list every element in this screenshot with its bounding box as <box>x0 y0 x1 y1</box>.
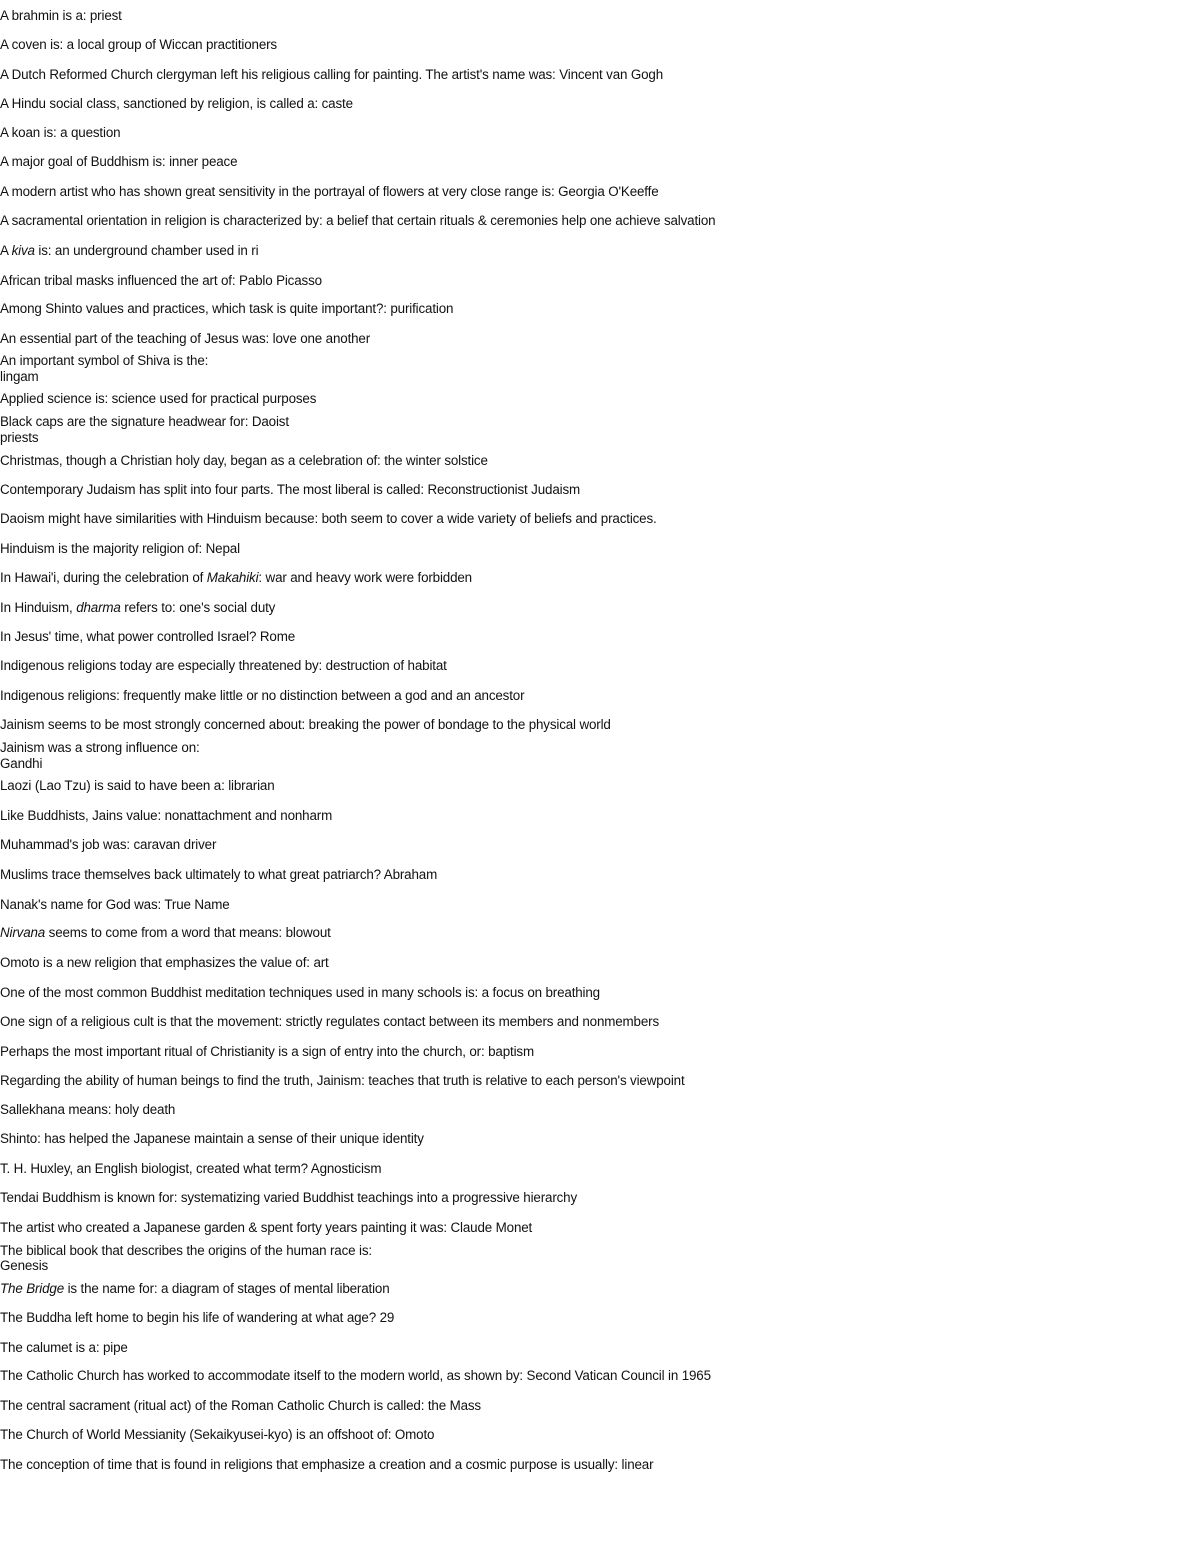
text-line <box>0 808 332 824</box>
text-run: Regarding the ability of human beings to find the truth, Jainism: teaches that truth is relative to each person's viewpoint <box>0 1073 685 1088</box>
text-line <box>0 955 329 971</box>
text-line <box>0 414 289 430</box>
text-run: A koan is: a question <box>0 125 121 140</box>
text-line <box>0 1014 659 1030</box>
text-run: Hinduism is the majority religion of: Nepal <box>0 541 240 556</box>
text-line <box>0 658 447 674</box>
text-line <box>0 125 120 141</box>
text-line <box>0 184 659 200</box>
text-line <box>0 273 322 289</box>
text-line <box>0 511 657 527</box>
text-run: African tribal masks influenced the art of: Pablo Picasso <box>0 273 322 288</box>
text-line <box>0 740 200 756</box>
text-run: An essential part of the teaching of Jesus was: love one another <box>0 331 371 346</box>
italic-term: dharma <box>76 600 121 615</box>
text-line <box>0 867 437 883</box>
text-line <box>0 600 275 616</box>
text-run: Contemporary Judaism has split into four parts. The most liberal is called: Reconstructionist Judaism <box>0 482 580 497</box>
text-line <box>0 453 488 469</box>
text-line <box>0 1161 381 1177</box>
text-line <box>0 301 453 317</box>
text-run: Black caps are the signature headwear for: Daoist <box>0 414 289 429</box>
text-line <box>0 570 472 586</box>
text-line <box>0 1073 685 1089</box>
text-run: Shinto: has helped the Japanese maintain a sense of their unique identity <box>0 1131 424 1146</box>
text-line <box>0 391 316 407</box>
text-run: Omoto is a new religion that emphasizes the value of: art <box>0 955 329 970</box>
text-run: In Hawai'i, during the celebration of <box>0 570 207 585</box>
text-run: The artist who created a Japanese garden & spent forty years painting it was: Claude Monet <box>0 1220 533 1235</box>
text-run: Jainism was a strong influence on: <box>0 740 200 755</box>
text-run: A <box>0 243 12 258</box>
text-line <box>0 213 715 229</box>
text-line <box>0 837 216 853</box>
text-run: Muslims trace themselves back ultimately to what great patriarch? Abraham <box>0 867 438 882</box>
text-run: Applied science is: science used for practical purposes <box>0 391 317 406</box>
text-line <box>0 1220 532 1236</box>
text-line <box>0 717 611 733</box>
text-line <box>0 756 42 772</box>
text-run: Among Shinto values and practices, which task is quite important?: purification <box>0 301 454 316</box>
text-run: One sign of a religious cult is that the movement: strictly regulates contact between its members and nonmembers <box>0 1014 660 1029</box>
text-line <box>0 1457 653 1473</box>
text-line <box>0 353 208 369</box>
text-line <box>0 482 580 498</box>
text-line <box>0 8 122 24</box>
text-line <box>0 1102 175 1118</box>
text-run: priests <box>0 430 39 445</box>
text-run: refers to: one's social duty <box>120 600 276 615</box>
italic-term: Nirvana <box>0 925 46 940</box>
text-line <box>0 1398 481 1414</box>
text-run: A Dutch Reformed Church clergyman left his religious calling for painting. The artist's name was: Vincent van Gogh <box>0 67 664 82</box>
text-run: One of the most common Buddhist meditation techniques used in many schools is: a focus on breathing <box>0 985 600 1000</box>
text-line <box>0 897 230 913</box>
text-run: is: an underground chamber used in ri <box>34 243 259 258</box>
text-line <box>0 985 600 1001</box>
text-line <box>0 629 295 645</box>
text-run: In Jesus' time, what power controlled Israel? Rome <box>0 629 295 644</box>
text-line <box>0 778 275 794</box>
text-line <box>0 1243 372 1259</box>
text-run: The biblical book that describes the origins of the human race is: <box>0 1243 372 1258</box>
text-run: Gandhi <box>0 756 43 771</box>
text-run: Genesis <box>0 1258 49 1273</box>
text-line <box>0 331 370 347</box>
text-line <box>0 1310 394 1326</box>
text-run: A major goal of Buddhism is: inner peace <box>0 154 238 169</box>
text-line <box>0 1368 711 1384</box>
text-run: Sallekhana means: holy death <box>0 1102 176 1117</box>
text-line <box>0 1340 128 1356</box>
text-line <box>0 37 277 53</box>
text-line <box>0 1427 434 1443</box>
text-run: Indigenous religions: frequently make little or no distinction between a god and an ancestor <box>0 688 525 703</box>
text-line <box>0 1131 424 1147</box>
text-line <box>0 1281 390 1297</box>
text-run: Daoism might have similarities with Hinduism because: both seem to cover a wide variety of beliefs and practices. <box>0 511 657 526</box>
text-run: Jainism seems to be most strongly concerned about: breaking the power of bondage to the physical world <box>0 717 611 732</box>
text-line <box>0 430 38 446</box>
text-line <box>0 154 237 170</box>
text-line <box>0 96 353 112</box>
text-run: : war and heavy work were forbidden <box>258 570 472 585</box>
text-run: In Hinduism, <box>0 600 77 615</box>
text-run: Perhaps the most important ritual of Christianity is a sign of entry into the church, or: baptism <box>0 1044 534 1059</box>
text-run: T. H. Huxley, an English biologist, created what term? Agnosticism <box>0 1161 382 1176</box>
text-run: A coven is: a local group of Wiccan practitioners <box>0 37 277 52</box>
text-line <box>0 1044 534 1060</box>
text-run: A Hindu social class, sanctioned by religion, is called a: caste <box>0 96 353 111</box>
text-run: The central sacrament (ritual act) of the Roman Catholic Church is called: the Mass <box>0 1398 481 1413</box>
text-run: A sacramental orientation in religion is characterized by: a belief that certain rituals & ceremonies help one achieve salvation <box>0 213 716 228</box>
text-run: An important symbol of Shiva is the: <box>0 353 209 368</box>
text-line <box>0 1190 577 1206</box>
italic-term: The Bridge <box>0 1281 65 1296</box>
text-run: Like Buddhists, Jains value: nonattachment and nonharm <box>0 808 333 823</box>
italic-term: Makahiki <box>206 570 259 585</box>
text-run: Nanak's name for God was: True Name <box>0 897 230 912</box>
text-run: Laozi (Lao Tzu) is said to have been a: librarian <box>0 778 275 793</box>
text-run: seems to come from a word that means: blowout <box>45 925 331 940</box>
text-run: Indigenous religions today are especially threatened by: destruction of habitat <box>0 658 447 673</box>
text-run: The Catholic Church has worked to accommodate itself to the modern world, as shown by: Second Vatican Council in 1965 <box>0 1368 711 1383</box>
text-run: The Buddha left home to begin his life of wandering at what age? 29 <box>0 1310 395 1325</box>
text-run: Christmas, though a Christian holy day, began as a celebration of: the winter solstice <box>0 453 488 468</box>
text-line <box>0 243 258 259</box>
text-run: The conception of time that is found in religions that emphasize a creation and a cosmic purpose is usually: linear <box>0 1457 654 1472</box>
text-run: Muhammad's job was: caravan driver <box>0 837 217 852</box>
italic-term: kiva <box>11 243 35 258</box>
text-run: The calumet is a: pipe <box>0 1340 128 1355</box>
text-line <box>0 688 524 704</box>
text-line <box>0 541 240 557</box>
text-run: lingam <box>0 369 39 384</box>
text-line <box>0 67 663 83</box>
text-run: Tendai Buddhism is known for: systematizing varied Buddhist teachings into a progressive hierarchy <box>0 1190 578 1205</box>
text-run: is the name for: a diagram of stages of mental liberation <box>64 1281 390 1296</box>
text-run: A brahmin is a: priest <box>0 8 122 23</box>
text-line <box>0 369 39 385</box>
text-line <box>0 1258 48 1274</box>
text-run: A modern artist who has shown great sensitivity in the portrayal of flowers at very close range is: Georgia O'Keeffe <box>0 184 659 199</box>
text-run: The Church of World Messianity (Sekaikyusei-kyo) is an offshoot of: Omoto <box>0 1427 435 1442</box>
text-line <box>0 925 331 941</box>
